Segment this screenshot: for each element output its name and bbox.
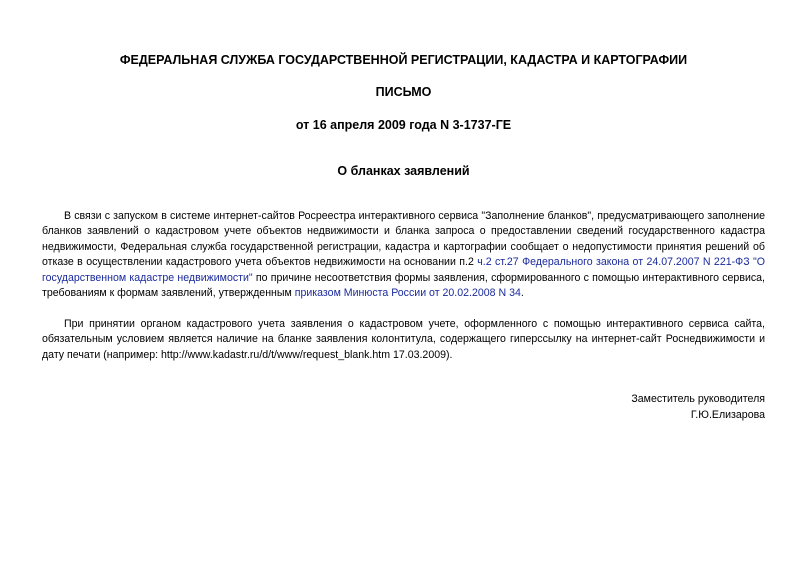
- federal-law-link[interactable]: ч.2 ст.27 Федерального закона от 24.07.2007 N 221-ФЗ "О государственном кадастре недвижимости": [42, 256, 765, 284]
- signature-name: Г.Ю.Елизарова: [690, 409, 765, 421]
- document-title: О бланках заявлений: [337, 164, 470, 178]
- document-date-heading: от 16 апреля 2009 года N 3-1737-ГЕ: [295, 118, 512, 132]
- paragraph-1-text-c: .: [520, 287, 524, 300]
- document-type-heading: ПИСЬМО: [375, 85, 432, 99]
- paragraph-2: При принятии органом кадастрового учета заявления о кадастровом учете, оформленного с помощью интерактивного сервиса сайта, обязательным условием является наличие на бланке заявления колонтитула, содержащего гиперссылку на интернет-сайт Роснедвижимости и дату печати (например: http://www.kadastr.ru/d/t/www/request_blank.htm 17.03.2009).: [42, 318, 765, 361]
- ministry-order-link[interactable]: приказом Минюста России от 20.02.2008 N 34: [294, 287, 521, 300]
- signature-position: Заместитель руководителя: [631, 393, 765, 405]
- paragraph-1: [42, 209, 765, 301]
- agency-heading: ФЕДЕРАЛЬНАЯ СЛУЖБА ГОСУДАРСТВЕННОЙ РЕГИСТРАЦИИ, КАДАСТРА И КАРТОГРАФИИ: [119, 53, 688, 67]
- paragraph-1-text-a: В связи с запуском в системе интернет-сайтов Росреестра интерактивного сервиса "Заполнение бланков", предусматривающего заполнение бланков заявлений о кадастровом учете объектов недвижимости и бланка запроса о предоставлении сведений государственного кадастра недвижимости, Федеральная служба государственной регистрации, кадастра и картографии сообщает о недопустимости принятия решений об отказе в осуществлении кадастрового учета объектов недвижимости на основании п.2: [42, 210, 765, 269]
- paragraph-1-text-b: по причине несоответствия формы заявления, сформированного с помощью интерактивного сервиса, требованиям к формам заявлений, утвержденным: [42, 271, 765, 300]
